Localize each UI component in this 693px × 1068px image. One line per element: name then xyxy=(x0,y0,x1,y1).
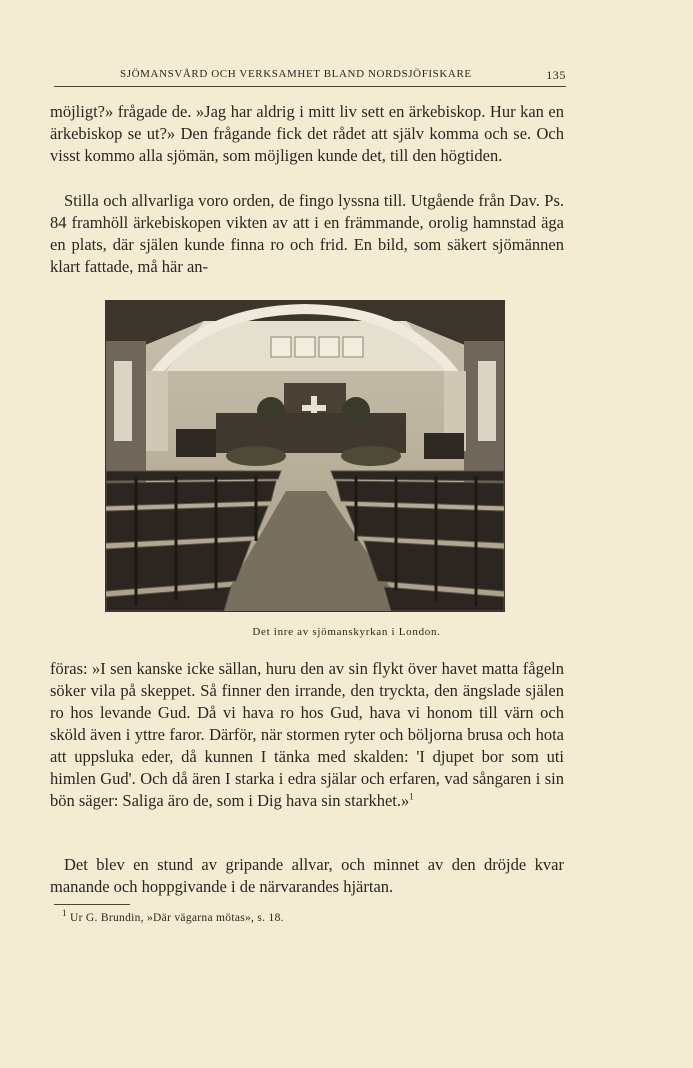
running-title: SJÖMANSVÅRD OCH VERKSAMHET BLAND NORDSJÖFISKARE xyxy=(120,68,472,80)
footnote-mark: 1 xyxy=(62,908,67,919)
page-number: 135 xyxy=(546,68,566,82)
figure-caption: Det inre av sjömanskyrkan i London. xyxy=(252,626,441,638)
church-interior-photo xyxy=(105,300,505,612)
church-interior-illustration xyxy=(106,301,504,611)
footnote-text: Ur G. Brundin, »Där vägarna mötas», s. 18. xyxy=(70,912,284,924)
paragraph-2: Stilla och allvarliga voro orden, de fingo lyssna till. Utgående från Dav. Ps. 84 framhöll ärkebiskopen vikten av att i en främmande, orolig hamnstad äga en plats, där själen kunde finna ro och frid. En bild, som säkert sjömännen klart fattade, må här an- xyxy=(50,191,564,276)
running-header xyxy=(54,68,566,87)
paragraph-4: Det blev en stund av gripande allvar, och minnet av den dröjde kvar manande och hoppgivande i de närvarandes hjärtan. xyxy=(50,855,564,896)
paragraph-3-text: föras: »I sen kanske icke sällan, huru den av sin flykt över havet matta fågeln söker vila på skeppet. Så finner den irrande, den tryckta, den ängslade själen ro hos levande Gud. Då vi hava ro hos Gud, hava vi honom till värn och sköld även i yttre faror. Därför, när stormen ryter och böljorna brusa och hota att uppsluka eder, då kunnen I tänka med skalden: 'I djupet bor som uti himlen Gud'. Och då ären I starka i edra själar och erfaren, vad sångaren i sin bön säger: Saliga äro de, som i Dig hava sin starkhet.» xyxy=(50,659,564,810)
footnote-reference: 1 xyxy=(409,791,414,802)
footnote xyxy=(62,908,284,924)
paragraph-3 xyxy=(50,658,564,812)
paragraph-1: möjligt?» frågade de. »Jag har aldrig i mitt liv sett en ärkebiskop. Hur kan en ärkebiskop se ut?» Den frågande fick det rådet att själv komma och se. Och visst kommo alla sjömän, som möjligen kunde det, till den högtiden. xyxy=(50,102,564,165)
footnote-rule xyxy=(54,904,130,905)
